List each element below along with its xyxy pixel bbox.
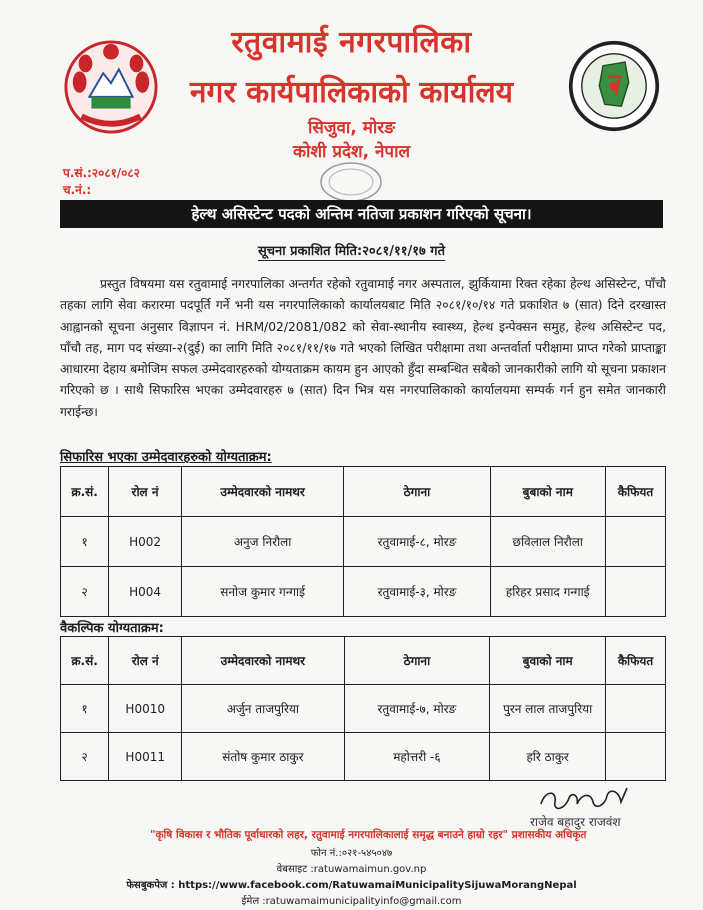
table-row bbox=[61, 685, 666, 733]
table-header-row bbox=[61, 467, 666, 517]
footer-email: ईमेल :ratuwamaimunicipalityinfo@gmail.com bbox=[241, 896, 462, 907]
col-father: बुबाको नाम bbox=[490, 467, 605, 517]
col-roll: रोल नं bbox=[109, 637, 182, 685]
cell-roll: H0010 bbox=[109, 685, 182, 733]
cell-father: पुरन लाल ताजपुरिया bbox=[490, 685, 606, 733]
cell-address: रतुवामाई-८, मोरङ bbox=[344, 517, 490, 567]
cell-name: संतोष कुमार ठाकुर bbox=[182, 733, 344, 781]
reference-number: प.सं.:२०८१/०८२ bbox=[63, 166, 140, 180]
col-remarks: कैफियत bbox=[605, 467, 665, 517]
alternate-table bbox=[60, 636, 666, 781]
cell-address: महोत्तरी -६ bbox=[344, 733, 490, 781]
published-date bbox=[0, 241, 703, 259]
cell-father: हरि ठाकुर bbox=[490, 733, 606, 781]
cell-address: रतुवामाई-७, मोरङ bbox=[344, 685, 490, 733]
cell-name: अर्जुन ताजपुरिया bbox=[182, 685, 344, 733]
published-date-text: सूचना प्रकाशित मिति:२०८१/११/१७ गते bbox=[258, 244, 445, 259]
cell-remarks bbox=[606, 685, 666, 733]
footer-facebook: फेसबुकपेज : https://www.facebook.com/RatuwamaiMunicipalitySijuwaMorangNepal bbox=[126, 880, 577, 891]
recommended-table bbox=[60, 466, 666, 617]
notice-body: प्रस्तुत विषयमा यस रतुवामाई नगरपालिका अन्तर्गत रहेको रतुवामाई नगर अस्पताल, झुर्कियामा रिक्त रहेका हेल्थ असिस्टेन्ट, पाँचौ तहका लागि सेवा करारमा पदपूर्ति गर्ने भनी यस नगरपालिकाको कार्यालयबाट मिति २०८१/१०/१४ गते प्रकाशित ७ (सात) दिने दरखास्त आह्वानको सूचना अनुसार विज्ञापन नं. HRM/02/2081/082 को सेवा-स्थानीय स्वास्थ्य, हेल्थ इन्पेक्सन समुह, हेल्थ असिस्टेन्ट पद, पाँचौ तह, माग पद संख्या-२(दुई) का लागि मिति २०८१/११/१७ गते भएको लिखित परीक्षामा तथा अन्तर्वार्ता परीक्षामा प्राप्त गरेको प्राप्ताङ्का आधारमा देहाय बमोजिम सफल उम्मेदवारहरुको योग्यताक्रम कायम हुन आएको हुँदा सम्बन्धित सबैको जानकारीको लागि यो सूचना प्रकाशन गरिएको छ । साथै सिफारिस भएका उम्मेदवारहरु ७ (सात) दिन भित्र यस नगरपालिकाको कार्यालयमा सम्पर्क गर्न हुन समेत जानकारी गराईन्छ। bbox=[60, 277, 666, 419]
cell-name: सनोज कुमार गन्गाई bbox=[181, 567, 344, 617]
cell-roll: H004 bbox=[109, 567, 182, 617]
office-stamp bbox=[318, 160, 384, 204]
cell-address: रतुवामाई-३, मोरङ bbox=[344, 567, 490, 617]
municipality-title: रतुवामाई नगरपालिका bbox=[231, 25, 472, 60]
cell-name: अनुज निरौला bbox=[181, 517, 344, 567]
cell-father: हरिहर प्रसाद गन्गाई bbox=[490, 567, 605, 617]
cell-roll: H002 bbox=[109, 517, 182, 567]
cell-remarks bbox=[605, 517, 665, 567]
table-row bbox=[61, 567, 666, 617]
cell-sn: २ bbox=[61, 733, 109, 781]
signature-mark bbox=[535, 782, 635, 816]
table-row bbox=[61, 733, 666, 781]
col-sn: क्र.सं. bbox=[61, 637, 109, 685]
office-title: नगर कार्यपालिकाको कार्यालय bbox=[189, 75, 514, 110]
footer-website: वेबसाइट :ratuwamaimun.gov.np bbox=[276, 864, 427, 875]
location-line-2: कोशी प्रदेश, नेपाल bbox=[293, 142, 410, 162]
notice-banner: हेल्थ असिस्टेन्ट पदको अन्तिम नतिजा प्रकाशन गरिएको सूचना। bbox=[60, 200, 663, 228]
col-remarks: कैफियत bbox=[606, 637, 666, 685]
dispatch-number: च.नं.: bbox=[63, 183, 92, 197]
cell-roll: H0011 bbox=[109, 733, 182, 781]
col-roll: रोल नं bbox=[109, 467, 182, 517]
col-sn: क्र.सं. bbox=[61, 467, 109, 517]
col-father: बुवाको नाम bbox=[490, 637, 606, 685]
location-line-1: सिजुवा, मोरङ bbox=[307, 118, 396, 138]
cell-sn: १ bbox=[61, 517, 109, 567]
cell-father: छविलाल निरौला bbox=[490, 517, 605, 567]
cell-sn: २ bbox=[61, 567, 109, 617]
signatory-name: राजेव बहादुर राजवंश bbox=[530, 815, 621, 829]
col-address: ठेगाना bbox=[344, 467, 490, 517]
cell-remarks bbox=[605, 567, 665, 617]
col-name: उम्मेदवारको नामथर bbox=[181, 467, 344, 517]
recommended-heading: सिफारिस भएका उम्मेदवारहरुको योग्यताक्रम: bbox=[60, 450, 272, 465]
alternate-heading: वैकल्पिक योग्यताक्रम: bbox=[60, 621, 164, 636]
col-name: उम्मेदवारको नामथर bbox=[182, 637, 344, 685]
footer-phone: फोन नं.:०२१-५४५०४७ bbox=[310, 848, 393, 859]
cell-sn: १ bbox=[61, 685, 109, 733]
table-row bbox=[61, 517, 666, 567]
table-header-row bbox=[61, 637, 666, 685]
col-address: ठेगाना bbox=[344, 637, 490, 685]
cell-remarks bbox=[606, 733, 666, 781]
footer-slogan: "कृषि विकास र भौतिक पूर्वाधारको लहर, रतुवामाई नगरपालिकालाई समृद्ध बनाउने हाम्रो रहर" प्रशासकीय अधिकृत bbox=[150, 829, 587, 841]
